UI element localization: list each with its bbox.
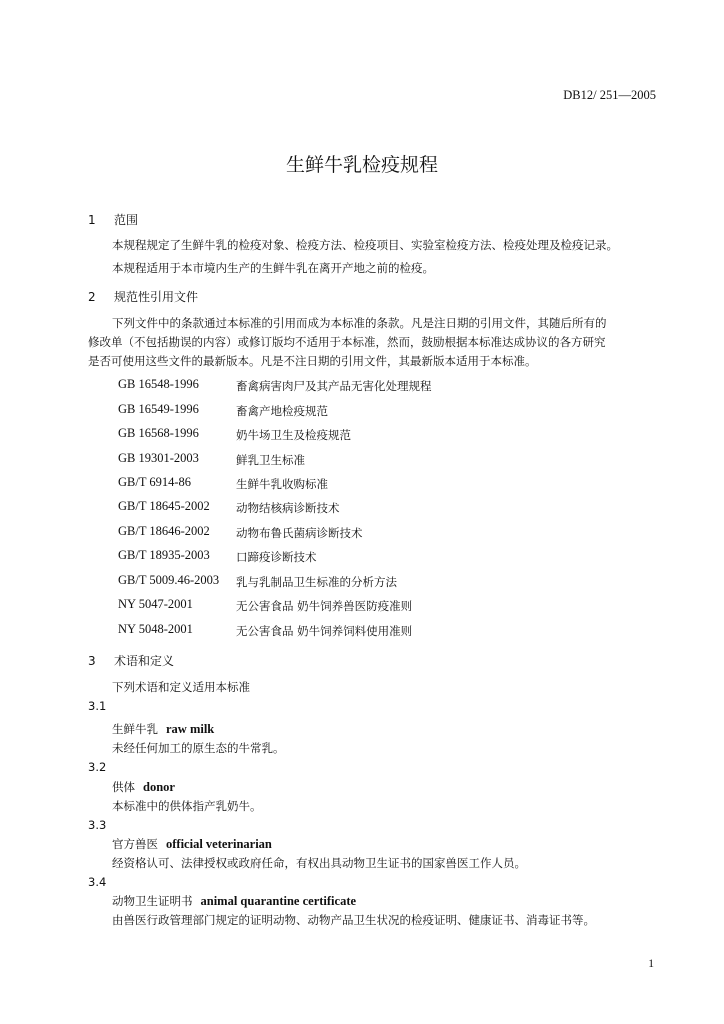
section-title: 术语和定义: [114, 654, 175, 668]
section-number: 2: [88, 290, 96, 304]
reference-code: GB/T 18935-2003: [118, 548, 210, 562]
term-english: official veterinarian: [166, 837, 272, 851]
section-title: 范围: [114, 213, 139, 227]
paragraph: 下列术语和定义适用本标准: [112, 680, 250, 694]
reference-code: NY 5048-2001: [118, 622, 193, 636]
term-definition: 经资格认可、法律授权或政府任命，有权出具动物卫生证书的国家兽医工作人员。: [112, 856, 526, 870]
reference-title: 畜禽产地检疫规范: [236, 404, 328, 418]
term-heading: [112, 779, 175, 795]
page-title: 生鲜牛乳检疫规程: [285, 154, 438, 176]
reference-code: GB/T 18645-2002: [118, 499, 210, 513]
term-heading: [112, 836, 272, 852]
reference-title: 口蹄疫诊断技术: [236, 550, 317, 564]
term-heading: [112, 893, 356, 909]
reference-code: GB/T 6914-86: [118, 475, 192, 489]
reference-code: GB/T 18646-2002: [118, 524, 210, 538]
section-2-heading: [88, 288, 198, 305]
reference-code: GB 16568-1996: [118, 426, 199, 440]
reference-code: GB 19301-2003: [118, 451, 199, 465]
reference-title: 动物布鲁氏菌病诊断技术: [236, 526, 363, 540]
reference-code: GB 16549-1996: [118, 402, 199, 416]
page-number: 1: [648, 958, 654, 970]
document-number: DB12/ 251—2005: [563, 88, 656, 102]
paragraph: 本规程适用于本市境内生产的生鲜牛乳在离开产地之前的检疫。: [112, 261, 434, 275]
term-chinese: 供体: [112, 780, 135, 794]
section-title: 规范性引用文件: [114, 290, 199, 304]
subsection-number: 3.3: [88, 818, 107, 832]
term-chinese: 生鲜牛乳: [112, 722, 158, 736]
paragraph-line: 是否可使用这些文件的最新版本。凡是不注日期的引用文件，其最新版本适用于本标准。: [88, 354, 537, 368]
reference-code: NY 5047-2001: [118, 597, 193, 611]
paragraph: 本规程规定了生鲜牛乳的检疫对象、检疫方法、检疫项目、实验室检疫方法、检疫处理及检疫记录。: [112, 238, 618, 252]
term-english: raw milk: [166, 722, 215, 736]
term-chinese: 动物卫生证明书: [112, 894, 193, 908]
reference-title: 奶牛场卫生及检疫规范: [236, 428, 351, 442]
term-definition: 未经任何加工的原生态的牛常乳。: [112, 741, 285, 755]
reference-title: 鲜乳卫生标准: [236, 453, 305, 467]
section-3-heading: [88, 652, 174, 669]
reference-title: 畜禽病害肉尸及其产品无害化处理规程: [236, 379, 432, 393]
paragraph-line: 修改单（不包括勘误的内容）或修订版均不适用于本标准，然而，鼓励根据本标准达成协议的各方研究: [88, 335, 606, 349]
subsection-number: 3.2: [88, 760, 107, 774]
subsection-number: 3.1: [88, 699, 107, 713]
section-number: 3: [88, 654, 96, 668]
reference-title: 动物结核病诊断技术: [236, 501, 340, 515]
section-number: 1: [88, 213, 96, 227]
term-heading: [112, 721, 214, 737]
reference-title: 生鲜牛乳收购标准: [236, 477, 328, 491]
reference-title: 乳与乳制品卫生标准的分析方法: [236, 575, 397, 589]
reference-code: GB 16548-1996: [118, 377, 199, 391]
term-definition: 本标准中的供体指产乳奶牛。: [112, 799, 262, 813]
reference-code: GB/T 5009.46-2003: [118, 573, 220, 587]
subsection-number: 3.4: [88, 875, 107, 889]
section-1-heading: [88, 211, 138, 228]
term-english: animal quarantine certificate: [200, 894, 357, 908]
reference-title: 无公害食品 奶牛饲养兽医防疫准则: [236, 599, 413, 613]
term-definition: 由兽医行政管理部门规定的证明动物、动物产品卫生状况的检疫证明、健康证书、消毒证书等。: [112, 913, 595, 927]
paragraph-line: 下列文件中的条款通过本标准的引用而成为本标准的条款。凡是注日期的引用文件，其随后所有的: [112, 316, 607, 330]
term-english: donor: [143, 780, 175, 794]
reference-title: 无公害食品 奶牛饲养饲料使用准则: [236, 624, 413, 638]
term-chinese: 官方兽医: [112, 837, 158, 851]
